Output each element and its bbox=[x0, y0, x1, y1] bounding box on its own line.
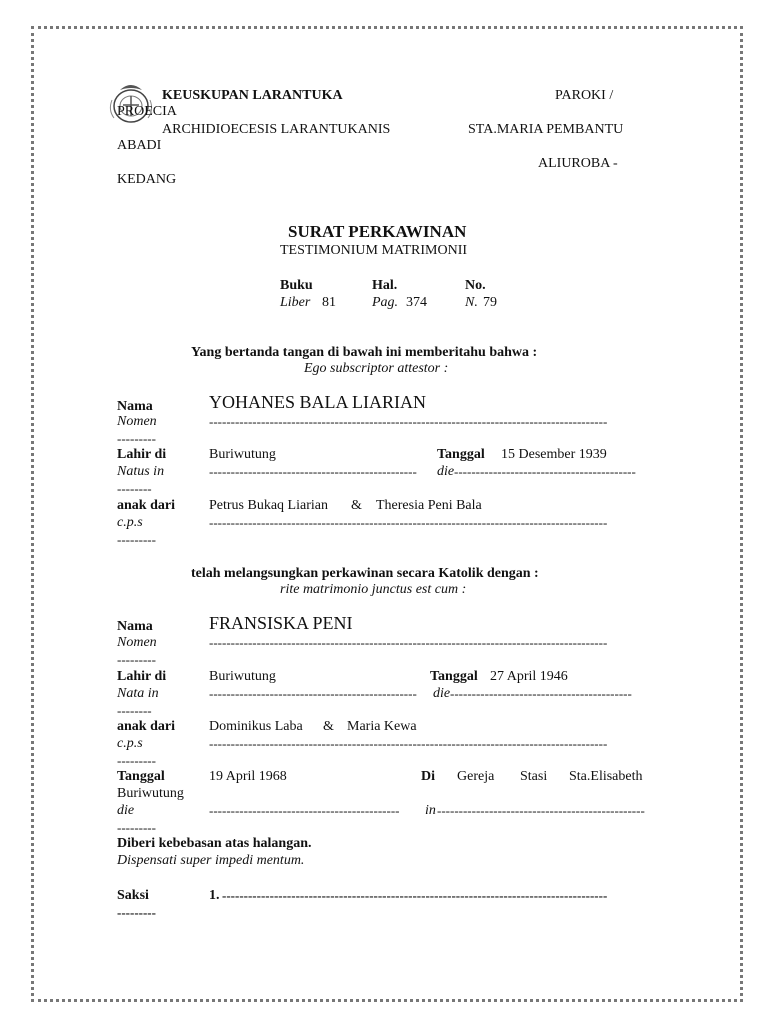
groom-tanggal-label: Tanggal bbox=[437, 447, 485, 462]
marriage-place-word1: Gereja bbox=[457, 769, 495, 784]
groom-mother: Theresia Peni Bala bbox=[376, 498, 482, 513]
marriage-in-label: in bbox=[425, 803, 436, 818]
document-subtitle: TESTIMONIUM MATRIMONII bbox=[280, 243, 468, 258]
bride-die-label: die bbox=[433, 686, 451, 701]
bride-parents-dashes: -------------------------------------------------------------------------------------------- bbox=[209, 736, 608, 751]
witness-label: Saksi bbox=[117, 888, 149, 903]
marriage-die-label: die bbox=[117, 803, 135, 818]
bride-birthplace: Buriwutung bbox=[209, 669, 276, 684]
buku-label: Buku bbox=[280, 278, 313, 293]
no-label: No. bbox=[465, 278, 486, 293]
groom-anak-label: anak dari bbox=[117, 498, 175, 513]
marriage-dashes-a: -------------------------------------------- bbox=[209, 803, 400, 818]
groom-lahir-label: Lahir di bbox=[117, 447, 167, 462]
dispensation-line: Diberi kebebasan atas halangan. bbox=[117, 836, 312, 851]
bride-lahir-label: Lahir di bbox=[117, 669, 167, 684]
witness-dashes: ----------------------------------------------------------------------------------------- bbox=[222, 888, 608, 903]
bride-name-dashes-wrap: --------- bbox=[117, 652, 156, 667]
witness-dashes-wrap: --------- bbox=[117, 905, 156, 920]
groom-nama-label: Nama bbox=[117, 399, 153, 414]
groom-name-dashes: -------------------------------------------------------------------------------------------- bbox=[209, 414, 608, 429]
marriage-place-word3: Sta.Elisabeth bbox=[569, 769, 643, 784]
parish-label: PAROKI / bbox=[555, 88, 614, 103]
bride-nomen-label: Nomen bbox=[117, 635, 157, 650]
diocese-name-cont: PROECIA bbox=[117, 104, 177, 119]
pag-value: 374 bbox=[406, 295, 427, 310]
archdiocese-name: ARCHIDIOECESIS LARANTUKANIS bbox=[162, 122, 391, 137]
liber-label: Liber bbox=[280, 295, 311, 310]
parish-location-cont: KEDANG bbox=[117, 172, 177, 187]
bride-name-dashes: -------------------------------------------------------------------------------------------- bbox=[209, 635, 608, 650]
bride-parents-dashes-wrap: --------- bbox=[117, 753, 156, 768]
intro-line: Yang bertanda tangan di bawah ini memberitahu bahwa : bbox=[191, 345, 538, 360]
bride-nama-label: Nama bbox=[117, 619, 153, 634]
groom-birthplace: Buriwutung bbox=[209, 447, 276, 462]
groom-cps-label: c.p.s bbox=[117, 515, 143, 530]
marriage-dashes-wrap: --------- bbox=[117, 820, 156, 835]
groom-die-label: die bbox=[437, 464, 455, 479]
bride-anak-label: anak dari bbox=[117, 719, 175, 734]
groom-nomen-label: Nomen bbox=[117, 414, 157, 429]
groom-natus-label: Natus in bbox=[117, 464, 165, 479]
document-title: SURAT PERKAWINAN bbox=[288, 222, 467, 241]
groom-father: Petrus Bukaq Liarian bbox=[209, 498, 328, 513]
bride-birth-dashes-a: ------------------------------------------------ bbox=[209, 686, 417, 701]
marriage-di-label: Di bbox=[421, 769, 435, 784]
marriage-place-line2: Buriwutung bbox=[117, 786, 184, 801]
bride-father: Dominikus Laba bbox=[209, 719, 303, 734]
marriage-tanggal-label: Tanggal bbox=[117, 769, 165, 784]
middle-line: telah melangsungkan perkawinan secara Katolik dengan : bbox=[191, 566, 539, 581]
groom-birth-dashes-wrap: -------- bbox=[117, 481, 152, 496]
bride-name: FRANSISKA PENI bbox=[209, 613, 353, 633]
groom-name-dashes-wrap: --------- bbox=[117, 431, 156, 446]
groom-birthdate: 15 Desember 1939 bbox=[501, 447, 607, 462]
archdiocese-name-cont: ABADI bbox=[117, 138, 162, 153]
groom-parents-dashes-wrap: --------- bbox=[117, 532, 156, 547]
bride-mother: Maria Kewa bbox=[347, 719, 417, 734]
marriage-dashes-b: ------------------------------------------------ bbox=[437, 803, 645, 818]
bride-birth-dashes-b: ------------------------------------------ bbox=[450, 686, 632, 701]
groom-birth-dashes-a: ------------------------------------------------ bbox=[209, 464, 417, 479]
middle-latin: rite matrimonio junctus est cum : bbox=[280, 582, 467, 597]
parish-location: ALIUROBA - bbox=[538, 156, 618, 171]
diocese-name: KEUSKUPAN LARANTUKA bbox=[162, 88, 343, 103]
groom-birth-dashes-b: ------------------------------------------ bbox=[454, 464, 636, 479]
bride-amp: & bbox=[323, 719, 334, 734]
bride-birth-dashes-wrap: -------- bbox=[117, 703, 152, 718]
n-value: 79 bbox=[483, 295, 497, 310]
groom-amp: & bbox=[351, 498, 362, 513]
groom-name: YOHANES BALA LIARIAN bbox=[209, 392, 426, 412]
groom-parents-dashes: -------------------------------------------------------------------------------------------- bbox=[209, 515, 608, 530]
n-label: N. bbox=[465, 295, 478, 310]
marriage-date: 19 April 1968 bbox=[209, 769, 287, 784]
pag-label: Pag. bbox=[372, 295, 399, 310]
marriage-place-word2: Stasi bbox=[520, 769, 548, 784]
bride-nata-label: Nata in bbox=[117, 686, 159, 701]
parish-name: STA.MARIA PEMBANTU bbox=[468, 122, 624, 137]
bride-birthdate: 27 April 1946 bbox=[490, 669, 568, 684]
bride-tanggal-label: Tanggal bbox=[430, 669, 478, 684]
witness-first-number: 1. bbox=[209, 888, 220, 903]
hal-label: Hal. bbox=[372, 278, 398, 293]
bride-cps-label: c.p.s bbox=[117, 736, 143, 751]
liber-value: 81 bbox=[322, 295, 336, 310]
dispensation-latin: Dispensati super impedi mentum. bbox=[117, 853, 305, 868]
intro-latin: Ego subscriptor attestor : bbox=[304, 361, 449, 376]
